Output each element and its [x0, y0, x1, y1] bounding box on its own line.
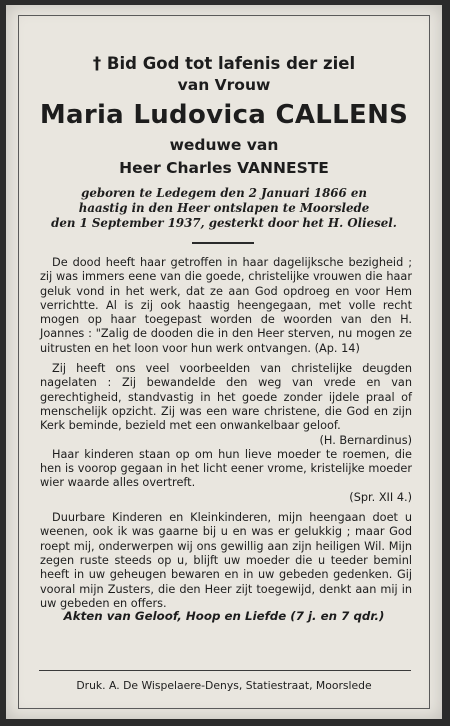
paragraph: Haar kinderen staan op om hun lieve moeder te roemen, die hen is voorop gegaan in het licht eener vrome, kristelijke moeder wier waarde alles overtreft. — [40, 447, 412, 490]
paragraph: Duurbare Kinderen en Kleinkinderen, mijn heengaan doet u weenen, ook ik was gaarne bij u en was er gelukkig ; maar God roept mij, onderwerpen wij ons gewillig aan zijn heiligen Wil. Mijn zegen ruste steeds op u, blijft uw moeder die u teeder beminl heeft in uw geheugen bewaren en in uw gebeden gedenken. Gij vooral mijn Zusters, die den Heer zijt toegewijd, denkt aan mij in uw gebeden en offers. — [40, 511, 412, 610]
widow-line: weduwe van — [169, 136, 279, 154]
memorial-text — [40, 256, 412, 611]
card-border — [18, 15, 430, 709]
prayer-line: † Bid God tot lafenis der ziel — [92, 54, 356, 73]
memorial-card — [6, 5, 442, 719]
paragraph: De dood heeft haar getroffen in haar dagelijksche bezigheid ; zij was immers eene van die goede, christelijke vrouwen die haar geluk vond in het werk, dat ze aan God opdroeg en voor Hem verrichtte. Al is zij ook haastig heengegaan, met volle recht mogen op haar toegepast worden de woorden van den H. Joannes : "Zalig de dooden die in den Heer sterven, nu mogen ze uitrusten en het loon voor hun werk ontvangen. (Ap. 14) — [40, 256, 412, 355]
van-vrouw-line: van Vrouw — [177, 76, 271, 94]
husband-name: Heer Charles VANNESTE — [119, 159, 329, 177]
birth-death-details — [19, 186, 429, 231]
deceased-name: Maria Ludovica CALLENS — [39, 100, 409, 130]
indulgence-line: Akten van Geloof, Hoop en Liefde (7 j. en 7 qdr.) — [63, 609, 385, 623]
born-line: den 1 September 1937, gesterkt door het H. Oliesel. — [51, 216, 397, 230]
paragraph: Zij heeft ons veel voorbeelden van christelijke deugden nagelaten : Zij bewandelde den weg van vrede en van gerechtigheid, standvastig in het goede zonder ijdele praal of menschelijk opzicht. Zij was een ware christene, die God en zijn Kerk beminde, bezield met een onwankelbaar geloof. — [40, 362, 412, 433]
divider — [192, 242, 254, 244]
citation: (H. Bernardinus) — [319, 433, 412, 447]
printer-credit: Druk. A. De Wispelaere-Denys, Statiestraat, Moorslede — [76, 679, 372, 692]
footer-divider — [39, 670, 411, 671]
born-line: haastig in den Heer ontslapen te Moorslede — [78, 201, 370, 215]
citation: (Spr. XII 4.) — [349, 490, 412, 504]
born-line: geboren te Ledegem den 2 Januari 1866 en — [81, 186, 367, 200]
